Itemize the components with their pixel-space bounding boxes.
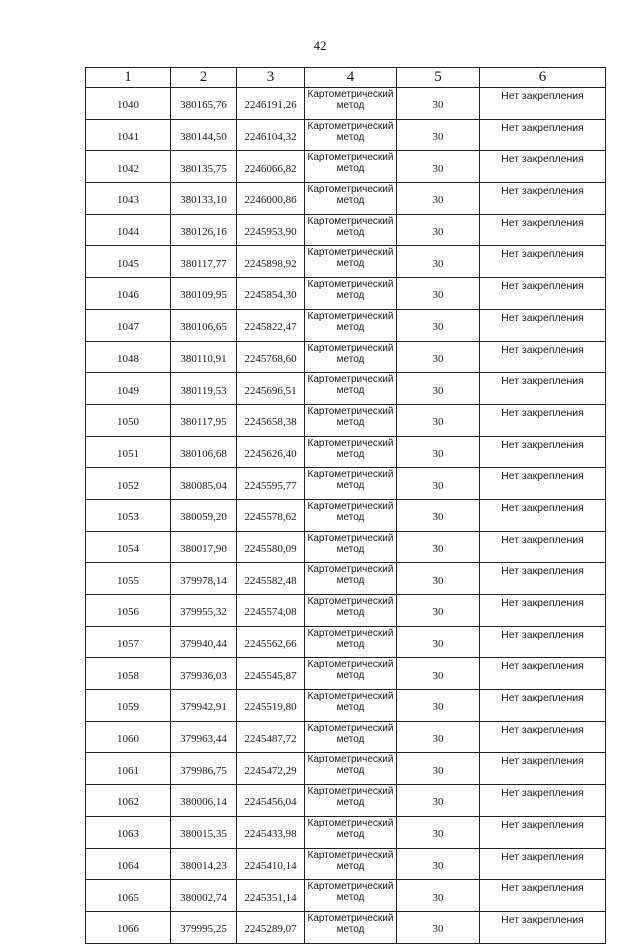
x-coordinate-cell: 379995,25 [171,911,237,943]
method-cell: Картометрический метод [305,499,397,531]
x-coordinate-cell: 380135,75 [171,151,237,183]
y-coordinate-cell: 2245289,07 [237,911,305,943]
accuracy-cell: 30 [397,595,480,627]
method-cell: Картометрический метод [305,880,397,912]
fixation-cell: Нет закрепления [480,214,606,246]
accuracy-cell: 30 [397,658,480,690]
accuracy-cell: 30 [397,341,480,373]
method-cell: Картометрический метод [305,848,397,880]
y-coordinate-cell: 2245487,72 [237,721,305,753]
method-cell: Картометрический метод [305,404,397,436]
table-row [86,88,606,120]
point-number-cell: 1043 [86,183,171,215]
table-row [86,373,606,405]
y-coordinate-cell: 2245580,09 [237,531,305,563]
x-coordinate-cell: 380002,74 [171,880,237,912]
table-row [86,658,606,690]
fixation-cell: Нет закрепления [480,373,606,405]
table-row [86,595,606,627]
fixation-cell: Нет закрепления [480,278,606,310]
method-cell: Картометрический метод [305,595,397,627]
fixation-cell: Нет закрепления [480,436,606,468]
y-coordinate-cell: 2245768,60 [237,341,305,373]
table-row [86,404,606,436]
table-row [86,499,606,531]
point-number-cell: 1040 [86,88,171,120]
fixation-cell: Нет закрепления [480,531,606,563]
point-number-cell: 1052 [86,468,171,500]
accuracy-cell: 30 [397,721,480,753]
y-coordinate-cell: 2245822,47 [237,309,305,341]
fixation-cell: Нет закрепления [480,721,606,753]
accuracy-cell: 30 [397,785,480,817]
table-row [86,468,606,500]
x-coordinate-cell: 379940,44 [171,626,237,658]
x-coordinate-cell: 380014,23 [171,848,237,880]
method-cell: Картометрический метод [305,88,397,120]
table-row [86,848,606,880]
point-number-cell: 1050 [86,404,171,436]
y-coordinate-cell: 2246000,86 [237,183,305,215]
accuracy-cell: 30 [397,404,480,436]
fixation-cell: Нет закрепления [480,151,606,183]
accuracy-cell: 30 [397,88,480,120]
point-number-cell: 1044 [86,214,171,246]
y-coordinate-cell: 2245574,08 [237,595,305,627]
y-coordinate-cell: 2245696,51 [237,373,305,405]
point-number-cell: 1062 [86,785,171,817]
table-row [86,214,606,246]
accuracy-cell: 30 [397,151,480,183]
point-number-cell: 1058 [86,658,171,690]
page-number: 42 [313,38,327,53]
accuracy-cell: 30 [397,563,480,595]
table-row [86,151,606,183]
x-coordinate-cell: 379963,44 [171,721,237,753]
fixation-cell: Нет закрепления [480,499,606,531]
y-coordinate-cell: 2245433,98 [237,816,305,848]
method-cell: Картометрический метод [305,721,397,753]
point-number-cell: 1054 [86,531,171,563]
fixation-cell: Нет закрепления [480,404,606,436]
x-coordinate-cell: 380106,68 [171,436,237,468]
accuracy-cell: 30 [397,626,480,658]
table-row [86,183,606,215]
x-coordinate-cell: 380106,65 [171,309,237,341]
point-number-cell: 1066 [86,911,171,943]
y-coordinate-cell: 2246104,32 [237,119,305,151]
fixation-cell: Нет закрепления [480,626,606,658]
y-coordinate-cell: 2245953,90 [237,214,305,246]
column-header-5: 5 [397,68,480,88]
point-number-cell: 1045 [86,246,171,278]
point-number-cell: 1053 [86,499,171,531]
fixation-cell: Нет закрепления [480,341,606,373]
method-cell: Картометрический метод [305,341,397,373]
method-cell: Картометрический метод [305,151,397,183]
y-coordinate-cell: 2245578,62 [237,499,305,531]
accuracy-cell: 30 [397,690,480,722]
column-header-3: 3 [237,68,305,88]
point-number-cell: 1061 [86,753,171,785]
method-cell: Картометрический метод [305,119,397,151]
y-coordinate-cell: 2246066,82 [237,151,305,183]
x-coordinate-cell: 380017,90 [171,531,237,563]
table-header-row [86,68,606,88]
x-coordinate-cell: 380133,10 [171,183,237,215]
point-number-cell: 1057 [86,626,171,658]
accuracy-cell: 30 [397,911,480,943]
method-cell: Картометрический метод [305,816,397,848]
method-cell: Картометрический метод [305,373,397,405]
point-number-cell: 1047 [86,309,171,341]
fixation-cell: Нет закрепления [480,468,606,500]
point-number-cell: 1049 [86,373,171,405]
y-coordinate-cell: 2245854,30 [237,278,305,310]
y-coordinate-cell: 2245410,14 [237,848,305,880]
table-row [86,278,606,310]
x-coordinate-cell: 380117,95 [171,404,237,436]
accuracy-cell: 30 [397,880,480,912]
y-coordinate-cell: 2245658,38 [237,404,305,436]
y-coordinate-cell: 2246191,26 [237,88,305,120]
accuracy-cell: 30 [397,214,480,246]
accuracy-cell: 30 [397,373,480,405]
x-coordinate-cell: 380144,50 [171,119,237,151]
fixation-cell: Нет закрепления [480,911,606,943]
point-number-cell: 1056 [86,595,171,627]
method-cell: Картометрический метод [305,531,397,563]
accuracy-cell: 30 [397,119,480,151]
x-coordinate-cell: 379936,03 [171,658,237,690]
method-cell: Картометрический метод [305,911,397,943]
method-cell: Картометрический метод [305,278,397,310]
accuracy-cell: 30 [397,499,480,531]
table-row [86,753,606,785]
column-header-1: 1 [86,68,171,88]
fixation-cell: Нет закрепления [480,785,606,817]
fixation-cell: Нет закрепления [480,246,606,278]
point-number-cell: 1048 [86,341,171,373]
accuracy-cell: 30 [397,436,480,468]
table-row [86,309,606,341]
accuracy-cell: 30 [397,278,480,310]
y-coordinate-cell: 2245595,77 [237,468,305,500]
x-coordinate-cell: 380059,20 [171,499,237,531]
x-coordinate-cell: 380126,16 [171,214,237,246]
accuracy-cell: 30 [397,848,480,880]
accuracy-cell: 30 [397,246,480,278]
method-cell: Картометрический метод [305,183,397,215]
y-coordinate-cell: 2245351,14 [237,880,305,912]
x-coordinate-cell: 379955,32 [171,595,237,627]
point-number-cell: 1064 [86,848,171,880]
y-coordinate-cell: 2245898,92 [237,246,305,278]
table-row [86,341,606,373]
point-number-cell: 1055 [86,563,171,595]
x-coordinate-cell: 379942,91 [171,690,237,722]
x-coordinate-cell: 379986,75 [171,753,237,785]
accuracy-cell: 30 [397,468,480,500]
table-row [86,531,606,563]
method-cell: Картометрический метод [305,626,397,658]
column-header-4: 4 [305,68,397,88]
method-cell: Картометрический метод [305,690,397,722]
point-number-cell: 1065 [86,880,171,912]
accuracy-cell: 30 [397,816,480,848]
table-body [86,88,606,944]
method-cell: Картометрический метод [305,214,397,246]
table-row [86,563,606,595]
y-coordinate-cell: 2245562,66 [237,626,305,658]
fixation-cell: Нет закрепления [480,658,606,690]
table-row [86,785,606,817]
point-number-cell: 1059 [86,690,171,722]
point-number-cell: 1042 [86,151,171,183]
x-coordinate-cell: 380165,76 [171,88,237,120]
table-row [86,626,606,658]
x-coordinate-cell: 380110,91 [171,341,237,373]
accuracy-cell: 30 [397,309,480,341]
table-row [86,816,606,848]
point-number-cell: 1041 [86,119,171,151]
table-row [86,246,606,278]
fixation-cell: Нет закрепления [480,848,606,880]
table-row [86,690,606,722]
table-row [86,721,606,753]
fixation-cell: Нет закрепления [480,309,606,341]
x-coordinate-cell: 380015,35 [171,816,237,848]
fixation-cell: Нет закрепления [480,183,606,215]
accuracy-cell: 30 [397,753,480,785]
fixation-cell: Нет закрепления [480,880,606,912]
x-coordinate-cell: 380006,14 [171,785,237,817]
column-header-2: 2 [171,68,237,88]
point-number-cell: 1063 [86,816,171,848]
y-coordinate-cell: 2245472,29 [237,753,305,785]
fixation-cell: Нет закрепления [480,690,606,722]
point-number-cell: 1060 [86,721,171,753]
x-coordinate-cell: 380109,95 [171,278,237,310]
fixation-cell: Нет закрепления [480,119,606,151]
accuracy-cell: 30 [397,183,480,215]
table-row [86,880,606,912]
fixation-cell: Нет закрепления [480,595,606,627]
table-row [86,911,606,943]
method-cell: Картометрический метод [305,563,397,595]
method-cell: Картометрический метод [305,309,397,341]
coordinates-table [85,67,606,944]
table-row [86,119,606,151]
x-coordinate-cell: 380085,04 [171,468,237,500]
fixation-cell: Нет закрепления [480,816,606,848]
method-cell: Картометрический метод [305,436,397,468]
y-coordinate-cell: 2245519,80 [237,690,305,722]
point-number-cell: 1051 [86,436,171,468]
y-coordinate-cell: 2245545,87 [237,658,305,690]
x-coordinate-cell: 379978,14 [171,563,237,595]
point-number-cell: 1046 [86,278,171,310]
column-header-6: 6 [480,68,606,88]
method-cell: Картометрический метод [305,468,397,500]
method-cell: Картометрический метод [305,753,397,785]
y-coordinate-cell: 2245626,40 [237,436,305,468]
fixation-cell: Нет закрепления [480,753,606,785]
y-coordinate-cell: 2245582,48 [237,563,305,595]
x-coordinate-cell: 380119,53 [171,373,237,405]
method-cell: Картометрический метод [305,658,397,690]
fixation-cell: Нет закрепления [480,88,606,120]
fixation-cell: Нет закрепления [480,563,606,595]
table-row [86,436,606,468]
accuracy-cell: 30 [397,531,480,563]
method-cell: Картометрический метод [305,246,397,278]
y-coordinate-cell: 2245456,04 [237,785,305,817]
x-coordinate-cell: 380117,77 [171,246,237,278]
method-cell: Картометрический метод [305,785,397,817]
